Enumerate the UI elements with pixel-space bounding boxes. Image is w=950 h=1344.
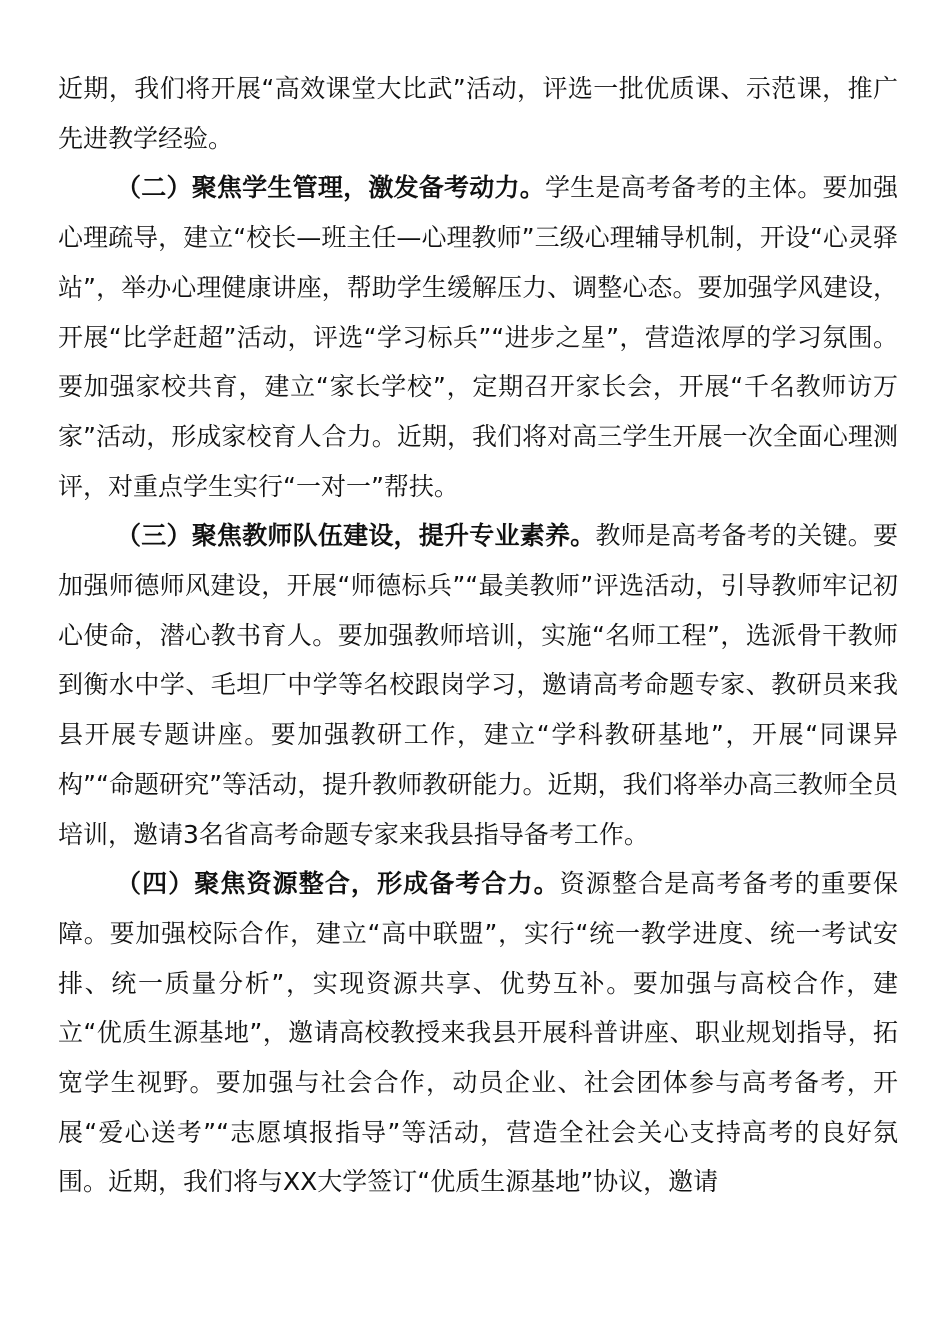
paragraph-2-lead: （二）聚焦学生管理，激发备考动力。 [116,173,545,203]
body-text [58,64,898,1207]
paragraph-3-lead: （三）聚焦教师队伍建设，提升专业素养。 [116,521,596,551]
paragraph-3-text: 教师是高考备考的关键。要加强师德师风建设，开展“师德标兵”“最美教师”评选活动，引导教师牢记初心使命，潜心教书育人。要加强教师培训，实施“名师工程”，选派骨干教师到衡水中学、毛坦厂中学等名校跟岗学习，邀请高考命题专家、教研员来我县开展专题讲座。要加强教研工作，建立“学科教研基地”，开展“同课异构”“命题研究”等活动，提升教师教研能力。近期，我们将举办高三教师全员培训，邀请3名省高考命题专家来我县指导备考工作。 [58,521,898,849]
paragraph-1-text: 近期，我们将开展“高效课堂大比武”活动，评选一批优质课、示范课，推广先进教学经验。 [58,74,898,153]
paragraph-4-text: 资源整合是高考备考的重要保障。要加强校际合作，建立“高中联盟”，实行“统一教学进度、统一考试安排、统一质量分析”，实现资源共享、优势互补。要加强与高校合作，建立“优质生源基地”，邀请高校教授来我县开展科普讲座、职业规划指导，拓宽学生视野。要加强与社会合作，动员企业、社会团体参与高考备考，开展“爱心送考”“志愿填报指导”等活动，营造全社会关心支持高考的良好氛围。近期，我们将与XX大学签订“优质生源基地”协议，邀请 [58,869,898,1197]
paragraph-2 [58,163,898,511]
paragraph-4-lead: （四）聚焦资源整合，形成备考合力。 [116,869,560,899]
paragraph-4 [58,859,898,1207]
paragraph-3 [58,511,898,859]
paragraph-1 [58,64,898,163]
paragraph-2-text: 学生是高考备考的主体。要加强心理疏导，建立“校长—班主任—心理教师”三级心理辅导机制，开设“心灵驿站”，举办心理健康讲座，帮助学生缓解压力、调整心态。要加强学风建设，开展“比学赶超”活动，评选“学习标兵”“进步之星”，营造浓厚的学习氛围。要加强家校共育，建立“家长学校”，定期召开家长会，开展“千名教师访万家”活动，形成家校育人合力。近期，我们将对高三学生开展一次全面心理测评，对重点学生实行“一对一”帮扶。 [58,173,898,501]
